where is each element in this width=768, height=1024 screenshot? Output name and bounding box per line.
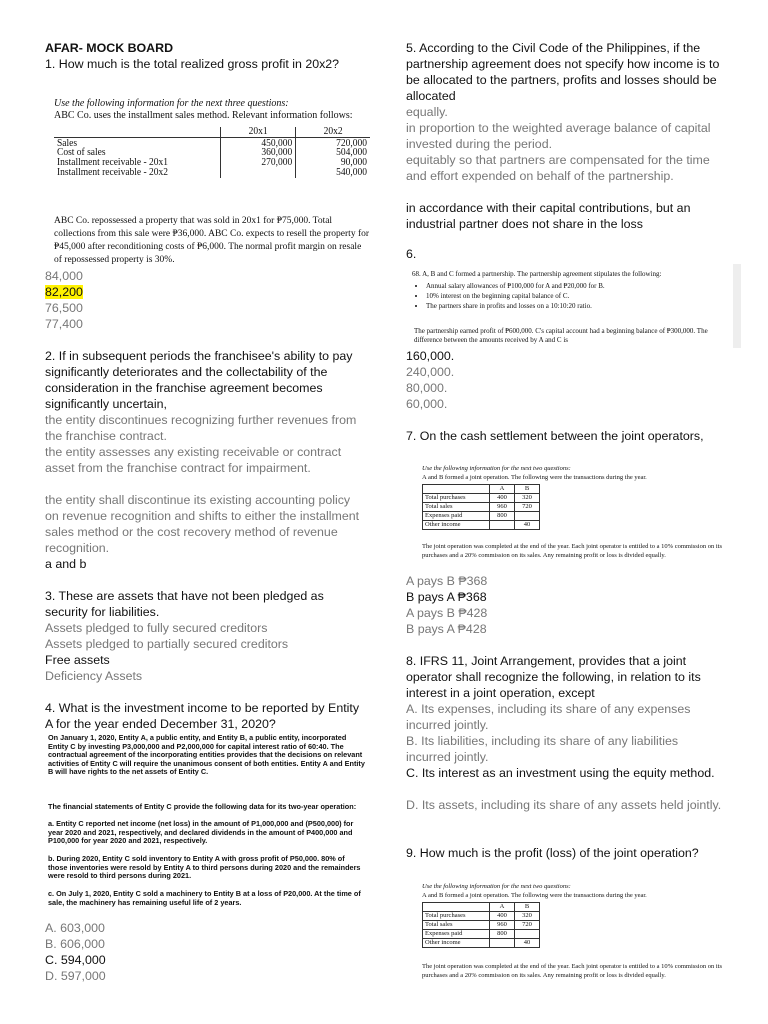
table-row <box>423 912 540 921</box>
q7-option-2[interactable]: B pays A ₱368 <box>406 590 487 604</box>
q6-note: The partnership earned profit of ₱600,000. C's capital account had a beginning balance of ₱300,000. The difference between the amounts received by A and C is <box>414 327 708 344</box>
q9-intro-1: Use the following information for the next two questions: <box>422 883 571 890</box>
q2-question: 2. If in subsequent periods the franchisee's ability to pay significantly deteriorates and the collectability of the consideration in the franchise agreement becomes significantly uncertain, <box>45 349 353 411</box>
table-cell: Cost of sales <box>57 147 106 159</box>
table-cell: 450,000 <box>221 137 296 148</box>
table-cell: Sales <box>57 137 78 149</box>
q5-option-1[interactable]: equally. <box>406 105 448 119</box>
q5-option-4[interactable]: in accordance with their capital contributions, but an industrial partner does not share in the loss <box>406 201 691 231</box>
q9-note: The joint operation was completed at the end of the year. Each joint operator is entitled to a 10% commission on its purchases and a 20% commission on its sales. Any remaining profit or loss is divided equally. <box>422 963 723 979</box>
q7-option-4[interactable]: B pays A ₱428 <box>406 622 487 636</box>
table-header: A <box>490 903 515 912</box>
table-row <box>423 939 540 948</box>
q8-option-a[interactable]: A. Its expenses, including its share of any expenses incurred jointly. <box>406 702 691 732</box>
table-cell: 400 <box>490 912 515 921</box>
table-header: B <box>515 903 540 912</box>
q4-para-5: c. On July 1, 2020, Entity C sold a machinery to Entity B at a loss of P20,000. At the time of sale, the machinery has remaining useful life of 2 years. <box>48 889 361 907</box>
table-header <box>423 485 490 494</box>
table-cell: 320 <box>515 912 540 921</box>
table-row <box>54 148 370 158</box>
page-title: AFAR- MOCK BOARD <box>45 41 174 55</box>
table-cell <box>490 521 515 530</box>
q3-option-3[interactable]: Free assets <box>45 653 110 667</box>
table-header: A <box>490 485 515 494</box>
q7-note: The joint operation was completed at the end of the year. Each joint operator is entitled to a 10% commission on its purchases and a 20% commission on its sales. Any remaining profit or loss is divided equally. <box>422 543 723 559</box>
table-cell: Other income <box>423 521 490 530</box>
q9-table <box>422 902 540 948</box>
table-row <box>423 503 540 512</box>
scroll-strip <box>733 264 741 348</box>
q4-option-b[interactable]: B. 606,000 <box>45 937 105 951</box>
q1-option-1[interactable]: 84,000 <box>45 269 83 283</box>
table-cell: Total purchases <box>423 494 490 503</box>
q3-question: 3. These are assets that have not been pledged as security for liabilities. <box>45 589 324 619</box>
table-header <box>423 903 490 912</box>
q6-intro: 68. A, B and C formed a partnership. The partnership agreement stipulates the following: <box>412 270 662 278</box>
table-cell: Total sales <box>423 503 490 512</box>
table-cell: 40 <box>515 939 540 948</box>
table-cell: Total purchases <box>423 912 490 921</box>
table-cell: 960 <box>490 921 515 930</box>
table-cell <box>221 168 296 179</box>
table-row <box>423 930 540 939</box>
q7-intro-2: A and B formed a joint operation. The following were the transactions during the year. <box>422 474 647 481</box>
q5-question: 5. According to the Civil Code of the Philippines, if the partnership agreement does not specify how income is to be allocated to the partners, profits and losses should be allocated <box>406 41 720 103</box>
q4-para-1: On January 1, 2020, Entity A, a public entity, and Entity B, a public entity, incorporated Entity C by investing P3,000,000 and P2,000,000 for capital interest ratio of 60:40. The contractual agreement of the incorporating entities provides that the decisions on relevant activities of Entity C will require the unanimous consent of both entities. Entity A and Entity B will have rights to the net assets of Entity C. <box>48 733 365 776</box>
table-cell <box>515 930 540 939</box>
q3-option-2[interactable]: Assets pledged to partially secured creditors <box>45 637 289 651</box>
table-cell: 800 <box>490 512 515 521</box>
table-cell: Expenses paid <box>423 512 490 521</box>
table-cell: 40 <box>515 521 540 530</box>
table-cell: 504,000 <box>296 148 370 159</box>
q2-option-1[interactable]: the entity discontinues recognizing further revenues from the franchise contract. <box>45 413 357 443</box>
table-row <box>423 521 540 530</box>
q7-option-1[interactable]: A pays B ₱368 <box>406 574 488 588</box>
table-cell: 960 <box>490 503 515 512</box>
q1-option-3[interactable]: 76,500 <box>45 301 83 315</box>
q1-note: ABC Co. repossessed a property that was sold in 20x1 for ₱75,000. Total collections from this sale were ₱36,000. ABC Co. expects to resell the property for ₱45,000 after reconditioning costs of ₱6,000. The normal profit margin on resale of repossessed property is 30%. <box>54 216 370 265</box>
table-cell: 720 <box>515 921 540 930</box>
q2-option-3[interactable]: the entity shall discontinue its existing accounting policy on revenue recognition and shifts to either the installment sales method or the cost recovery method of revenue recognition. <box>45 493 360 555</box>
table-cell: Installment receivable - 20x1 <box>57 157 169 169</box>
q1-intro-2: ABC Co. uses the installment sales method. Relevant information follows: <box>54 110 353 121</box>
table-cell <box>515 512 540 521</box>
table-cell: 540,000 <box>296 168 370 179</box>
table-cell: Installment receivable - 20x2 <box>57 167 169 179</box>
q2-option-4[interactable]: a and b <box>45 557 87 571</box>
table-cell: 360,000 <box>221 148 296 159</box>
q4-para-2: The financial statements of Entity C provide the following data for its two-year operation: <box>48 802 357 811</box>
q7-option-3[interactable]: A pays B ₱428 <box>406 606 488 620</box>
q4-option-d[interactable]: D. 597,000 <box>45 969 106 983</box>
q8-option-c[interactable]: C. Its interest as an investment using the equity method. <box>406 766 715 780</box>
table-header <box>54 127 221 138</box>
table-cell: Expenses paid <box>423 930 490 939</box>
table-row <box>423 921 540 930</box>
table-row <box>54 138 370 149</box>
q7-question: 7. On the cash settlement between the joint operators, <box>406 429 704 443</box>
table-header: 20x1 <box>221 127 296 138</box>
table-row <box>423 512 540 521</box>
q9-intro-2: A and B formed a joint operation. The following were the transactions during the year. <box>422 892 647 899</box>
q3-option-1[interactable]: Assets pledged to fully secured creditors <box>45 621 268 635</box>
q6-bullet: • The partners share in profits and losses on a 10:10:20 ratio. <box>426 301 730 311</box>
table-cell: Other income <box>423 939 490 948</box>
q6-bullet: • Annual salary allowances of ₱100,000 for A and ₱20,000 for B. <box>426 281 730 291</box>
q9-question: 9. How much is the profit (loss) of the joint operation? <box>406 846 699 860</box>
table-cell: 90,000 <box>296 158 370 169</box>
q1-option-2-highlighted[interactable]: 82,200 <box>45 285 83 299</box>
table-row <box>54 158 370 168</box>
table-header: B <box>515 485 540 494</box>
q1-question: 1. How much is the total realized gross profit in 20x2? <box>45 57 340 71</box>
q4-para-4: b. During 2020, Entity C sold inventory to Entity A with gross profit of P50,000. 80% of those inventories were resold by Entity A to third persons during 2020 and the remainders were resold to third persons during 2021. <box>48 854 361 880</box>
table-cell: 400 <box>490 494 515 503</box>
table-row <box>423 494 540 503</box>
q4-para-3: a. Entity C reported net income (net loss) in the amount of P1,000,000 and (P500,000) for year 2020 and 2021, respectively, and declared dividends in the amount of P400,000 and P100,000 for year 2020 and 2021, respectively. <box>48 819 354 845</box>
table-cell: 270,000 <box>221 158 296 169</box>
q7-intro-1: Use the following information for the next two questions: <box>422 465 571 472</box>
q6-bullets <box>414 281 730 311</box>
table-header: 20x2 <box>296 127 370 138</box>
q8-option-b[interactable]: B. Its liabilities, including its share of any liabilities incurred jointly. <box>406 734 679 764</box>
q6-bullet: • 10% interest on the beginning capital balance of C. <box>426 291 730 301</box>
q6-option-3[interactable]: 80,000. <box>406 381 448 395</box>
q6-option-4[interactable]: 60,000. <box>406 397 448 411</box>
q6-question: 6. <box>406 247 417 261</box>
q1-table <box>54 127 370 178</box>
q4-option-c[interactable]: C. 594,000 <box>45 953 106 967</box>
table-row <box>54 168 370 178</box>
table-cell <box>490 939 515 948</box>
table-cell: 800 <box>490 930 515 939</box>
q5-option-2[interactable]: in proportion to the weighted average balance of capital invested during the period. <box>406 121 711 151</box>
q8-question: 8. IFRS 11, Joint Arrangement, provides that a joint operator shall recognize the following, in relation to its interest in a joint operation, except <box>406 654 701 700</box>
table-cell: Total sales <box>423 921 490 930</box>
q3-option-4[interactable]: Deficiency Assets <box>45 669 143 683</box>
q4-option-a[interactable]: A. 603,000 <box>45 921 105 935</box>
q1-intro-1: Use the following information for the next three questions: <box>54 98 289 109</box>
q2-option-2[interactable]: the entity assesses any existing receivable or contract asset from the franchise contract for impairment. <box>45 445 342 475</box>
table-cell: 720 <box>515 503 540 512</box>
table-cell: 320 <box>515 494 540 503</box>
q4-question: 4. What is the investment income to be reported by Entity A for the year ended December 31, 2020? <box>45 701 360 731</box>
q7-table <box>422 484 540 530</box>
q1-option-4[interactable]: 77,400 <box>45 317 83 331</box>
q6-option-2[interactable]: 240,000. <box>406 365 455 379</box>
q5-option-3[interactable]: equitably so that partners are compensated for the time and effort expended on behalf of the partnership. <box>406 153 710 183</box>
q6-option-1[interactable]: 160,000. <box>406 349 455 363</box>
table-cell: 720,000 <box>296 137 370 148</box>
q8-option-d[interactable]: D. Its assets, including its share of any assets held jointly. <box>406 798 722 812</box>
